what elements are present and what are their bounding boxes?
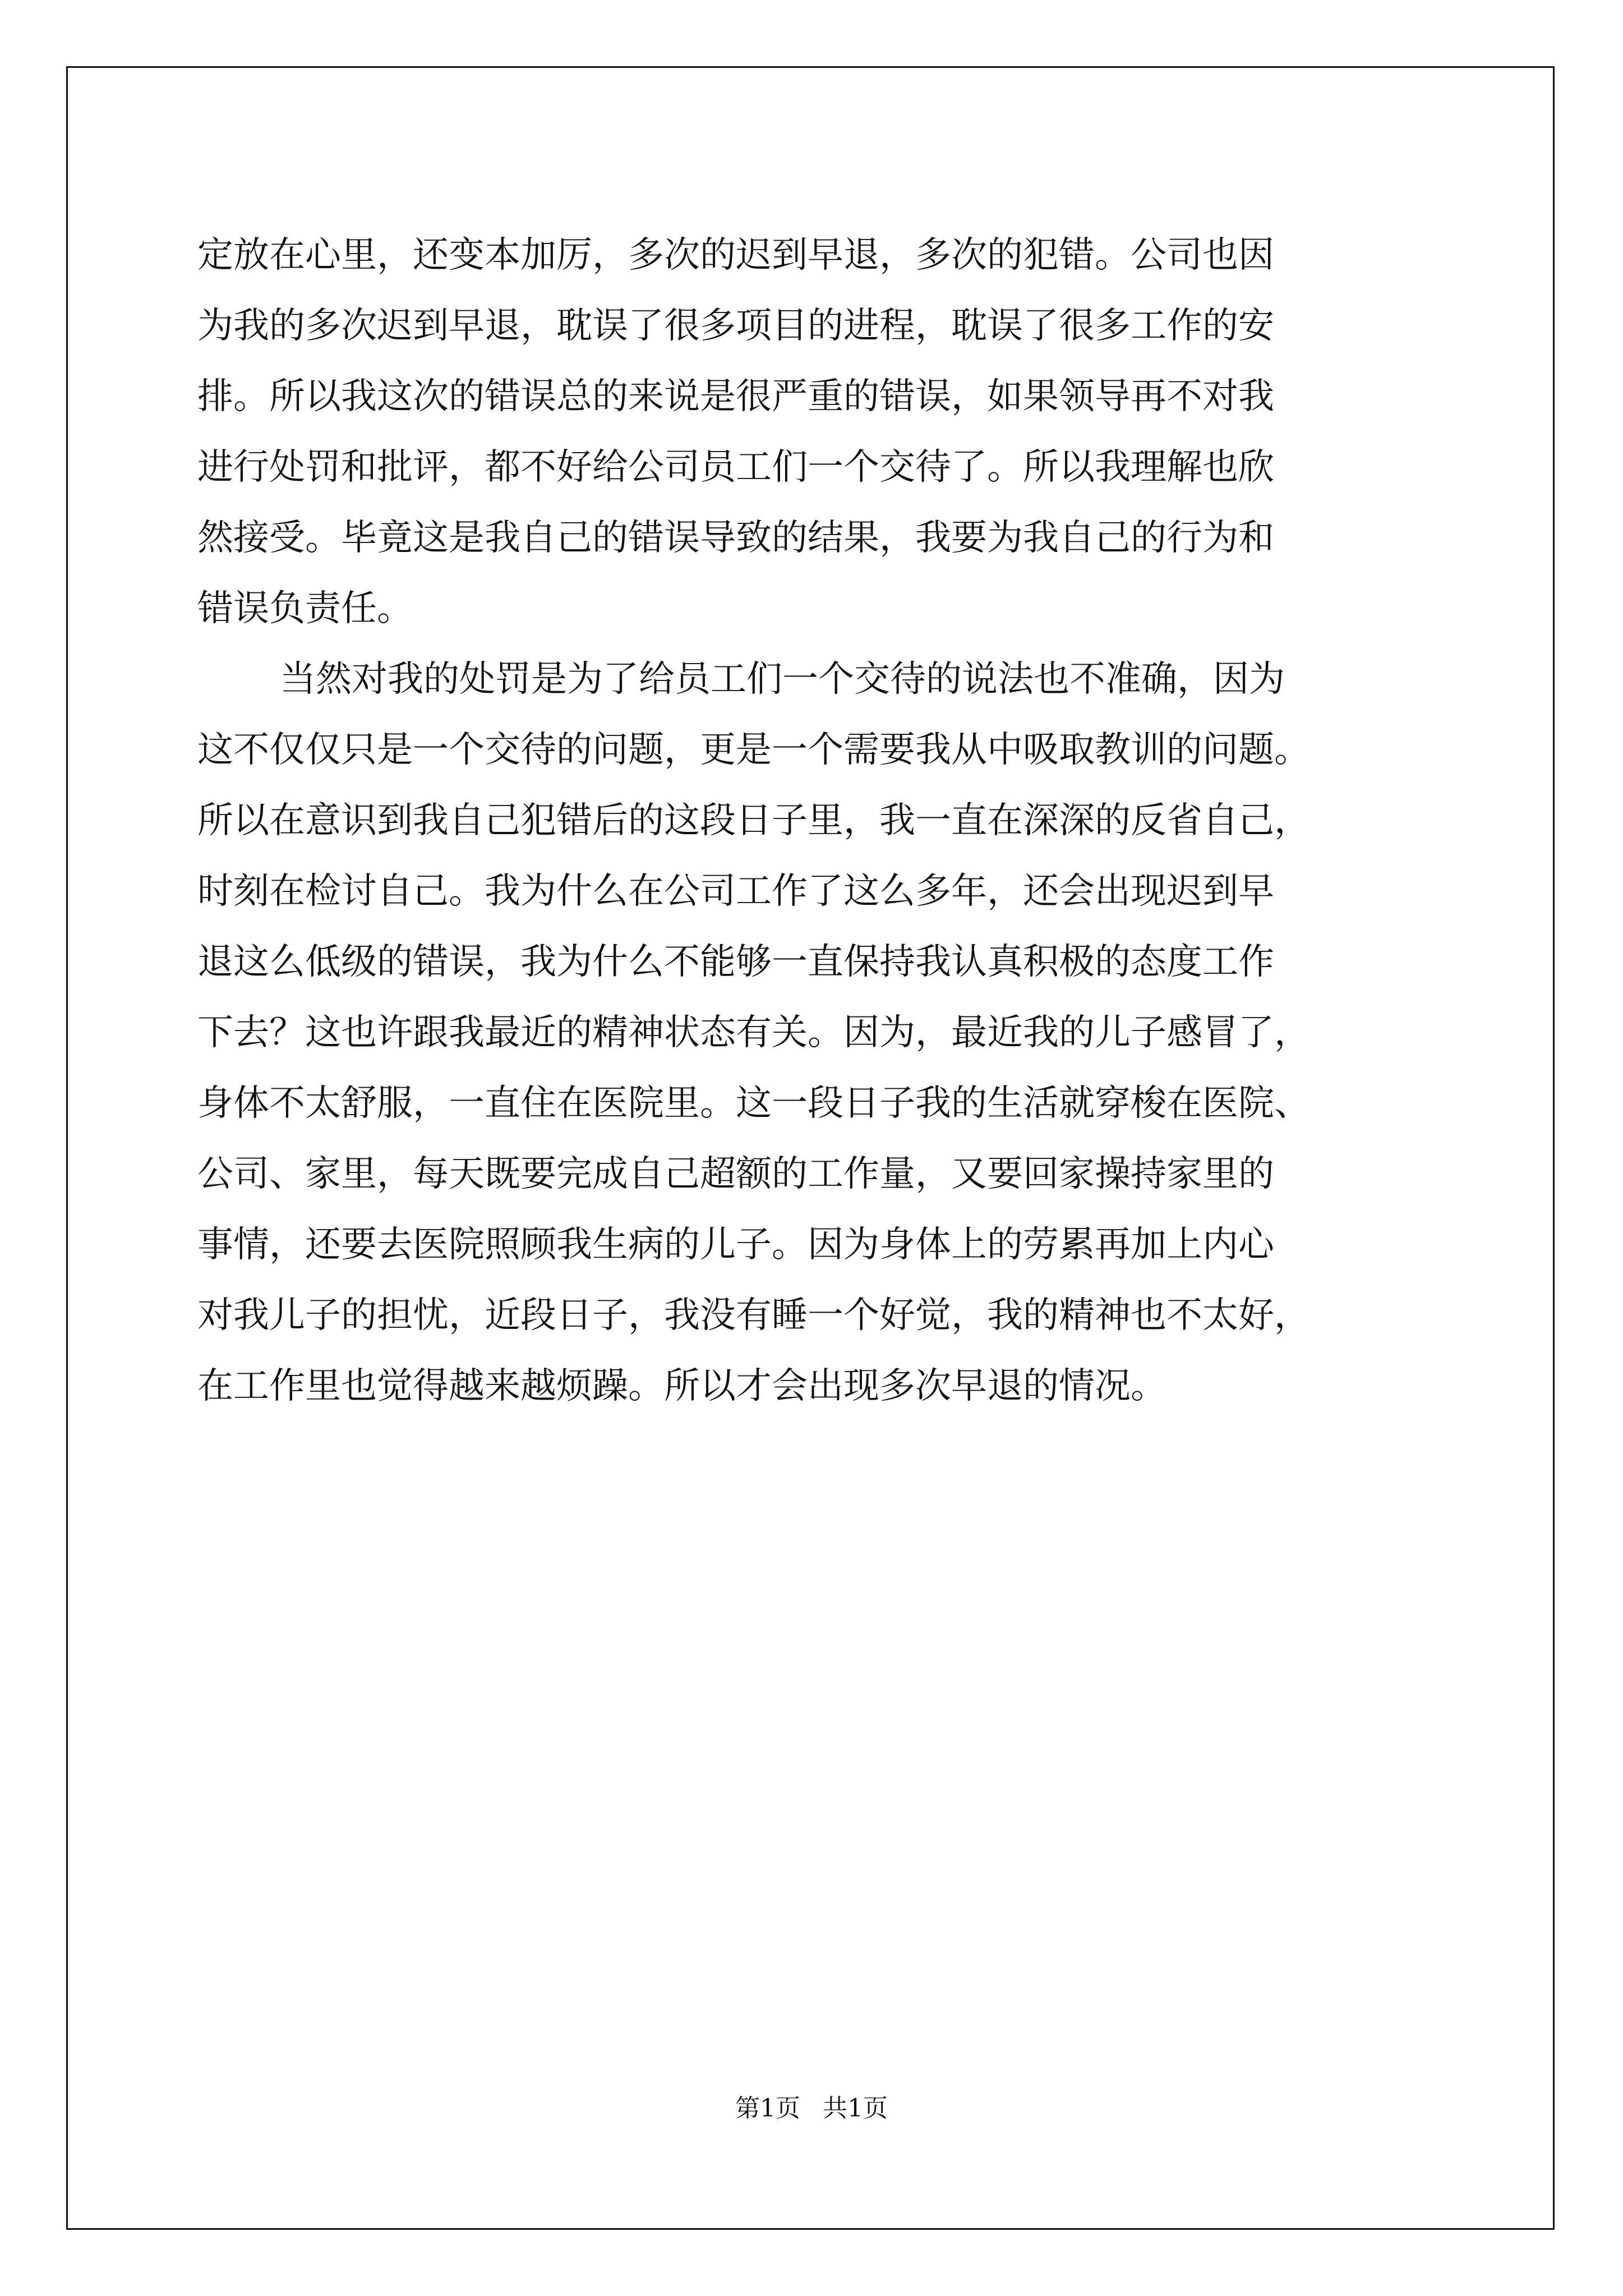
page-number: 第1页 xyxy=(735,2094,800,2123)
page-total: 共1页 xyxy=(823,2094,888,2123)
document-body xyxy=(197,220,1437,1421)
paragraph-1-line-6: 错误负责任。 xyxy=(197,588,413,629)
paragraph-1-line-5: 然接受。毕竟这是我自己的错误导致的结果，我要为我自己的行为和 xyxy=(197,517,1274,559)
paragraph-2-line-4: 时刻在检讨自己。我为什么在公司工作了这么多年，还会出现迟到早 xyxy=(197,871,1274,912)
paragraph-2-line-10: 对我儿子的担忧，近段日子，我没有睡一个好觉，我的精神也不太好， xyxy=(197,1295,1310,1336)
paragraph-2-line-5: 退这么低级的错误，我为什么不能够一直保持我认真积极的态度工作 xyxy=(197,941,1274,983)
paragraph-1-line-1: 定放在心里，还变本加厉，多次的迟到早退，多次的犯错。公司也因 xyxy=(197,234,1274,276)
paragraph-2-line-9: 事情，还要去医院照顾我生病的儿子。因为身体上的劳累再加上内心 xyxy=(197,1224,1274,1266)
paragraph-2-line-3: 所以在意识到我自己犯错后的这段日子里，我一直在深深的反省自己， xyxy=(197,800,1310,841)
paragraph-1-line-4: 进行处罚和批评，都不好给公司员工们一个交待了。所以我理解也欣 xyxy=(197,447,1274,488)
paragraph-1-line-3: 排。所以我这次的错误总的来说是很严重的错误，如果领导再不对我 xyxy=(197,376,1274,417)
paragraph-1-line-2: 为我的多次迟到早退，耽误了很多项目的进程，耽误了很多工作的安 xyxy=(197,305,1274,347)
page-footer xyxy=(0,2088,1623,2124)
paragraph-2-line-11: 在工作里也觉得越来越烦躁。所以才会出现多次早退的情况。 xyxy=(197,1365,1166,1407)
paragraph-2-line-2: 这不仅仅只是一个交待的问题，更是一个需要我从中吸取教训的问题。 xyxy=(197,729,1310,771)
paragraph-2-line-1: 当然对我的处罚是为了给员工们一个交待的说法也不准确，因为 xyxy=(280,659,1285,700)
paragraph-1 xyxy=(197,220,1437,644)
paragraph-2-line-8: 公司、家里，每天既要完成自己超额的工作量，又要回家操持家里的 xyxy=(197,1153,1274,1195)
paragraph-2-line-6: 下去？这也许跟我最近的精神状态有关。因为，最近我的儿子感冒了， xyxy=(197,1012,1310,1053)
paragraph-2 xyxy=(197,644,1437,1421)
paragraph-2-line-7: 身体不太舒服，一直住在医院里。这一段日子我的生活就穿梭在医院、 xyxy=(197,1083,1310,1124)
